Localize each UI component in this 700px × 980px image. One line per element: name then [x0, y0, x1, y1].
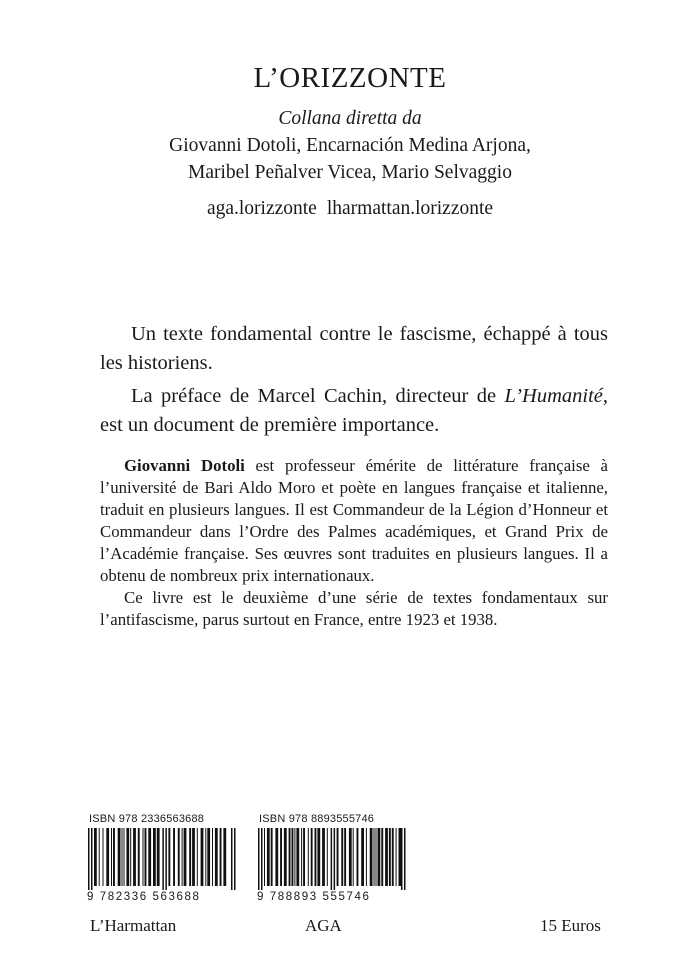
blurb-paragraph-2 [100, 382, 608, 440]
link-aga: aga.lorizzonte [206, 198, 317, 219]
bio-p1-text: est professeur émérite de littérature française à l’université de Bari Aldo Moro et poète en langues française et italienne, traduit en plusieurs langues. Il est Commandeur de la Légion d’Honneur et Commandeur dans l’Ordre des Palmes académiques, et Grand Prix de l’Académie française. Ses œuvres sont traduites en plusieurs langues. Il a obtenu de nombreux prix internationaux. [100, 456, 608, 585]
editors-line-2: Maribel Peñalver Vicea, Mario Selvaggio [188, 162, 512, 183]
bio-paragraph-2: Ce livre est le deuxième d’une série de textes fondamentaux sur l’antifascisme, parus surtout en France, entre 1923 et 1938. [100, 588, 608, 629]
series-title: L’ORIZZONTE [253, 62, 447, 94]
publisher-harmattan: L’Harmattan [90, 916, 177, 935]
editors-line-1: Giovanni Dotoli, Encarnación Medina Arjona, [169, 135, 531, 156]
directed-by-label: Collana diretta da [278, 108, 422, 129]
blurb-p2-start: La préface de Marcel Cachin, directeur de [131, 385, 505, 407]
price: 15 Euros [540, 916, 601, 935]
series-links [0, 196, 700, 222]
barcode-digits: 9 782336 563688 [87, 891, 201, 903]
barcode [87, 828, 237, 890]
author-name: Giovanni Dotoli [124, 456, 245, 475]
barcode [257, 828, 407, 890]
isbn-block-aga [257, 812, 411, 903]
publisher-aga: AGA [305, 916, 342, 935]
author-bio [100, 455, 608, 631]
barcode-digits: 9 788893 555746 [257, 891, 371, 903]
link-harmattan: lharmattan.lorizzonte [326, 198, 494, 219]
bio-paragraph-1 [100, 455, 608, 587]
series-header [0, 60, 700, 222]
book-blurb [100, 320, 608, 444]
isbn-block-harmattan [87, 812, 241, 903]
blurb-paragraph-1: Un texte fondamental contre le fascisme, échappé à tous les historiens. [100, 323, 608, 374]
blurb-p2-end: , est un document de première importance. [100, 385, 608, 436]
newspaper-title: L’Humanité [504, 385, 603, 407]
isbn-label: ISBN 978 2336563688 [89, 813, 205, 825]
isbn-label: ISBN 978 8893555746 [259, 813, 375, 825]
